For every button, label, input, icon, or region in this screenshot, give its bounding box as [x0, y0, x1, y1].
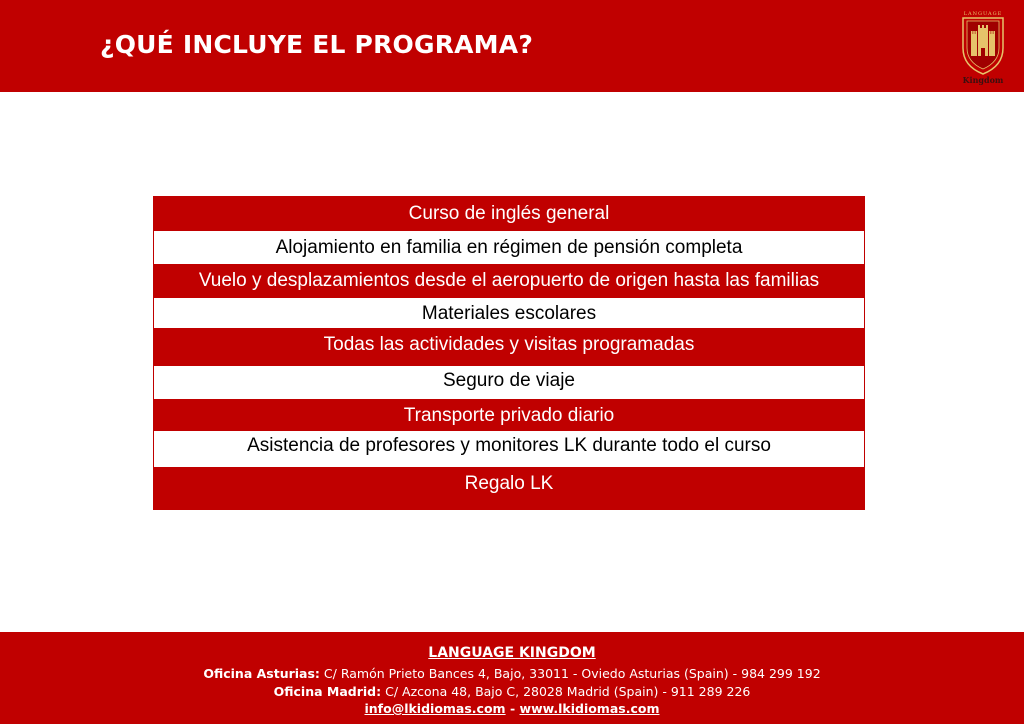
program-item-text: Materiales escolares: [421, 303, 597, 324]
program-item-text: Asistencia de profesores y monitores LK durante todo el curso: [247, 435, 771, 456]
program-item: [154, 467, 864, 509]
program-item-text: Transporte privado diario: [403, 405, 615, 426]
email-link[interactable]: info@lkidiomas.com: [364, 701, 506, 716]
program-item-text: Alojamiento en familia en régimen de pensión completa: [275, 237, 743, 258]
program-item: [154, 231, 864, 264]
contact-separator: -: [509, 701, 516, 716]
asturias-label: Oficina Asturias:: [203, 666, 320, 681]
madrid-address: C/ Azcona 48, Bajo C, 28028 Madrid (Spain) - 911 289 226: [385, 684, 751, 699]
asturias-address: C/ Ramón Prieto Bances 4, Bajo, 33011 - Oviedo Asturias (Spain) - 984 299 192: [323, 666, 821, 681]
footer-brand: LANGUAGE KINGDOM: [428, 645, 596, 661]
language-kingdom-logo: [955, 8, 1011, 86]
madrid-label: Oficina Madrid:: [273, 684, 382, 699]
logo-top-text: LANGUAGE: [963, 11, 1003, 17]
header-bar: [0, 0, 1024, 92]
program-table: [153, 196, 865, 510]
program-item: [154, 264, 864, 298]
program-item-text: Vuelo y desplazamientos desde el aeropuerto de origen hasta las familias: [198, 270, 820, 291]
page-title: ¿QUÉ INCLUYE EL PROGRAMA?: [100, 30, 534, 59]
footer: [0, 632, 1024, 724]
program-item: [154, 328, 864, 366]
logo-bottom-text: Kingdom: [962, 75, 1004, 85]
program-item-text: Curso de inglés general: [408, 203, 610, 224]
program-item-text: Seguro de viaje: [442, 370, 576, 391]
footer-madrid-office: [0, 684, 1024, 699]
program-item: [154, 366, 864, 399]
program-item: [154, 298, 864, 328]
footer-asturias-office: [0, 666, 1024, 681]
program-item: [154, 399, 864, 431]
program-item-text: Todas las actividades y visitas programadas: [323, 334, 695, 355]
website-link[interactable]: www.lkidiomas.com: [519, 701, 660, 716]
program-item-text: Regalo LK: [464, 473, 554, 494]
footer-contact: [0, 701, 1024, 716]
program-item: [154, 197, 864, 231]
program-item: [154, 431, 864, 467]
